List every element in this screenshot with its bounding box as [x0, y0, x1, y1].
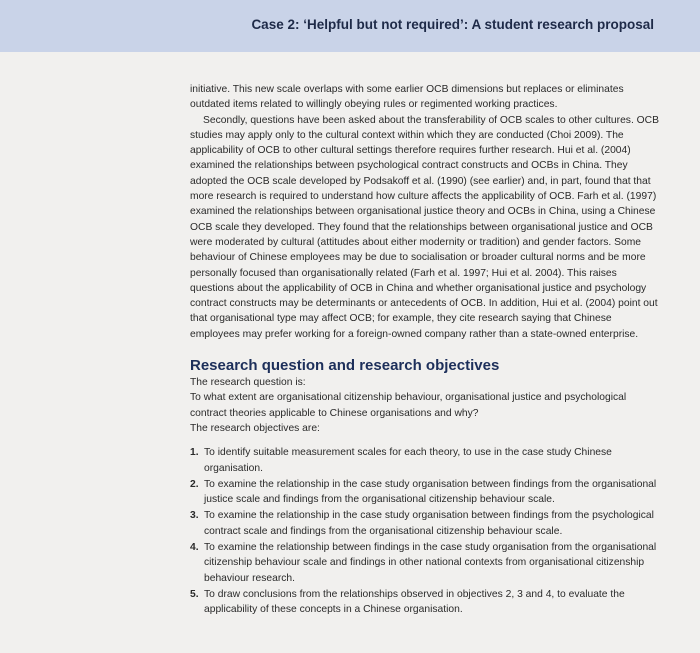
objective-number: 3. — [190, 510, 199, 522]
section-heading: Research question and research objectives — [190, 357, 500, 375]
page-header — [0, 0, 700, 52]
objective-item — [190, 587, 660, 618]
body-paragraph: Secondly, questions have been asked about the transferability of OCB scales to other cultures. OCB studies may apply only to the cultural context within which they are conducted (Choi 2009). The applicability of OCB to other cultural settings therefore requires further research. Hui et al. (2004) examined the relationships between psychological contract constructs and OCBs in China. They adopted the OCB scale developed by Podsakoff et al. (1990) (see earlier) and, in part, found that that more research is required to understand how culture affects the applicability of OCB. Farh et al. (1997) examined the relationships between organisational justice theory and OCBs in China, using a Chinese OCB scale they developed. They found that the relationships between organisational justice and OCB were moderated by cultural (attitudes about either modernity or tradition) and gender factors. Some behaviour of Chinese employees may be due to socialisation or broader cultural norms and be more personally focused than organisationally related (Farh et al. 1997; Hui et al. 2004). This raises questions about the applicability of OCB in China and whether organisational justice and psychology contract constructs may be determinants or antecedents of OCB. In addition, Hui et al. (2004) point out that organisational type may affect OCB; for example, they cite research saying that Chinese employees may prefer working for a foreign-owned company rather than a state-owned enterprise. — [190, 114, 659, 340]
objective-item — [190, 508, 660, 539]
objective-text: To draw conclusions from the relationships observed in objectives 2, 3 and 4, to evaluate the applicability of these concepts in a Chinese organisation. — [204, 588, 625, 616]
objective-text: To examine the relationship in the case study organisation between findings from the organisational justice scale and findings from the organisational citizenship behaviour scale. — [204, 478, 657, 506]
objective-text: To examine the relationship in the case study organisation between findings from the psychological contract scale and findings from the organisational citizenship behaviour scale. — [204, 510, 654, 537]
page-body — [190, 82, 660, 619]
page-title: Case 2: ‘Helpful but not required’: A student research proposal — [251, 17, 654, 32]
objectives-list — [190, 445, 660, 617]
objective-item — [190, 445, 660, 476]
objective-number: 2. — [190, 478, 199, 490]
objective-number: 4. — [190, 542, 199, 554]
objective-number: 1. — [190, 447, 199, 459]
objective-text: To identify suitable measurement scales for each theory, to use in the case study Chinese organisation. — [204, 447, 612, 474]
objective-text: To examine the relationship between findings in the case study organisation from the organisational citizenship behaviour scale and findings in other national contexts from organisational citizenship behaviour research. — [204, 542, 657, 584]
body-paragraph: initiative. This new scale overlaps with some earlier OCB dimensions but replaces or eliminates outdated items related to willingly obeying rules or regimented working practices. — [190, 84, 624, 111]
objectives-intro: The research objectives are: — [190, 422, 320, 434]
research-question: To what extent are organisational citizenship behaviour, organisational justice and psychological contract theories applicable to Chinese organisations and why? — [190, 392, 627, 419]
objective-number: 5. — [190, 588, 199, 600]
research-question-intro: The research question is: — [190, 377, 306, 389]
objective-item — [190, 477, 660, 508]
objective-item — [190, 540, 660, 586]
